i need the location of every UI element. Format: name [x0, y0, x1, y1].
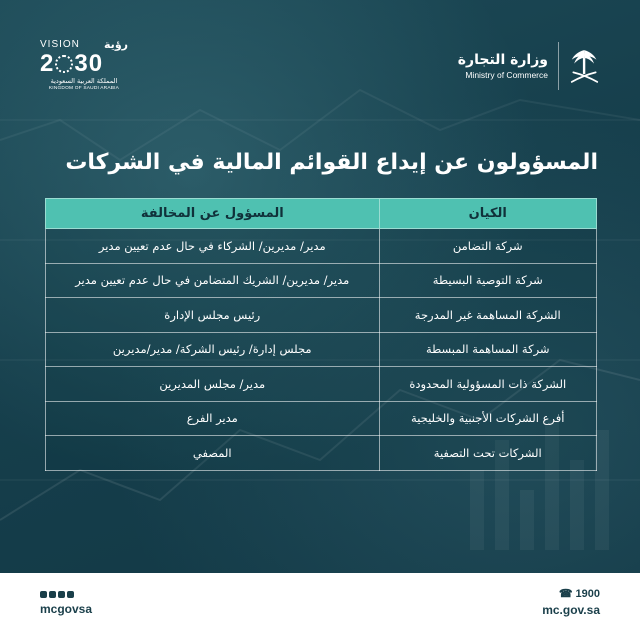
entity-cell: شركة المساهمة المبسطة	[379, 332, 596, 367]
table-row	[46, 229, 597, 264]
header-entity: الكيان	[379, 199, 596, 229]
x-icon[interactable]	[49, 591, 56, 598]
responsibility-table	[45, 198, 597, 471]
responsible-cell: مدير/ مديرين/ الشركاء في حال عدم تعيين مدير	[46, 229, 380, 264]
social-icons	[40, 591, 92, 598]
table-row	[46, 263, 597, 298]
social-block	[40, 591, 92, 616]
ministry-arabic: وزارة التجارة	[457, 52, 548, 68]
table-row	[46, 367, 597, 402]
entity-cell: الشركة المساهمة غير المدرجة	[379, 298, 596, 333]
kingdom-arabic: المملكة العربية السعودية	[50, 77, 118, 85]
youtube-icon[interactable]	[67, 591, 74, 598]
table-row	[46, 332, 597, 367]
responsible-cell: مدير الفرع	[46, 401, 380, 436]
website-link[interactable]: mc.gov.sa	[542, 603, 600, 617]
entity-cell: الشركة ذات المسؤولية المحدودة	[379, 367, 596, 402]
ministry-english: Ministry of Commerce	[465, 70, 548, 80]
responsible-cell: مدير/ مديرين/ الشريك المتضامن في حال عدم تعيين مدير	[46, 263, 380, 298]
entity-cell: أفرع الشركات الأجنبية والخليجية	[379, 401, 596, 436]
instagram-icon[interactable]	[40, 591, 47, 598]
responsible-cell: رئيس مجلس الإدارة	[46, 298, 380, 333]
social-handle[interactable]: mcgovsa	[40, 602, 93, 616]
contact-block	[542, 587, 600, 617]
phone-icon: ☎	[558, 588, 573, 600]
table-row	[46, 401, 597, 436]
footer	[0, 573, 640, 640]
table-header-row	[46, 199, 597, 229]
entity-cell: شركة التوصية البسيطة	[379, 263, 596, 298]
responsible-cell: مدير/ مجلس المديرين	[46, 367, 380, 402]
vision-emblem-icon	[55, 55, 73, 73]
vision-label: VISION	[40, 39, 80, 50]
vision-2030-logo	[40, 38, 130, 98]
entity-cell: الشركات تحت التصفية	[379, 436, 596, 471]
header-responsible: المسؤول عن المخالفة	[46, 199, 380, 229]
table-row	[46, 436, 597, 471]
table-row	[46, 298, 597, 333]
responsible-cell: مجلس إدارة/ رئيس الشركة/ مدير/مديرين	[46, 332, 380, 367]
palm-swords-emblem-icon	[558, 42, 602, 90]
entity-cell: شركة التضامن	[379, 229, 596, 264]
ministry-logo	[458, 42, 602, 90]
phone-number: 1900	[575, 587, 600, 600]
facebook-icon[interactable]	[58, 591, 65, 598]
page-title: المسؤولون عن إيداع القوائم المالية في الشركات	[65, 150, 598, 175]
vision-year: 2 30	[40, 50, 104, 77]
responsible-cell: المصفي	[46, 436, 380, 471]
vision-arabic: رؤية	[104, 38, 128, 51]
phone-line[interactable]	[542, 587, 600, 600]
kingdom-english: KINGDOM OF SAUDI ARABIA	[48, 86, 120, 91]
